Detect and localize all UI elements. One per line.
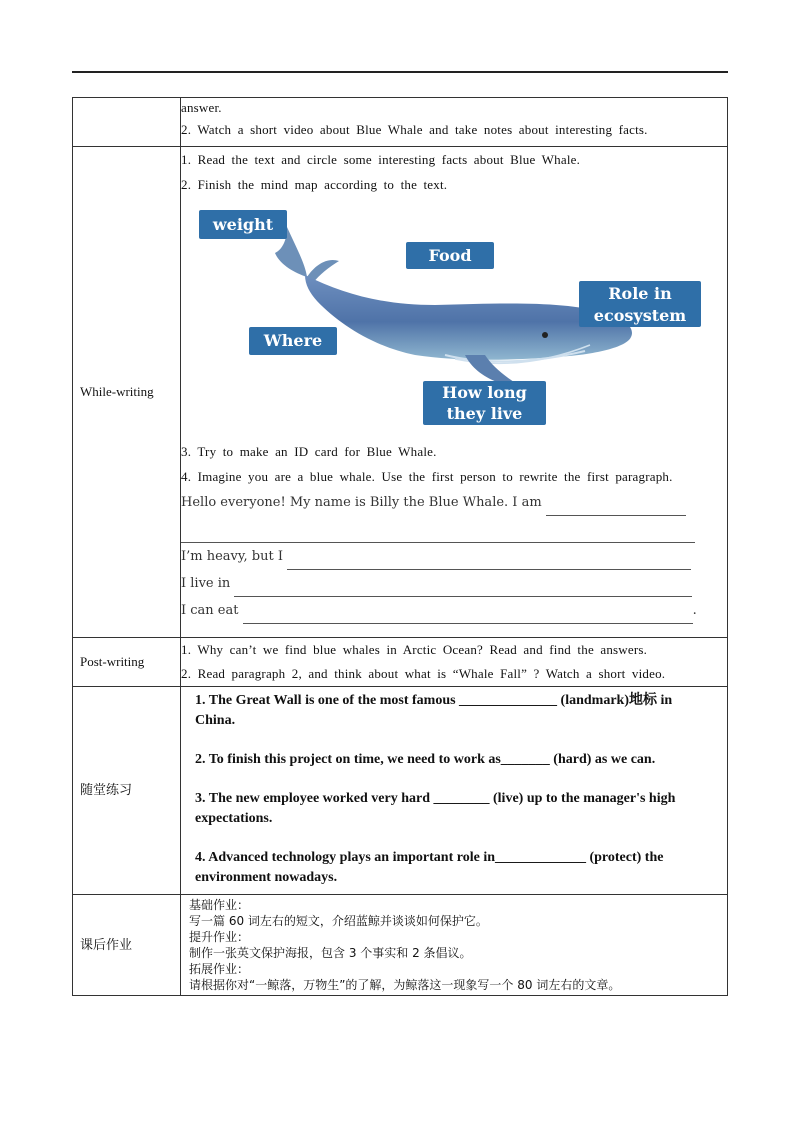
homework-label [73,895,181,996]
pre-writing-line-2: 2. Watch a short video about Blue Whale and take notes about interesting facts. [181,122,648,137]
practice-label-text: 随堂练习 [80,783,133,798]
pre-writing-row [73,98,728,147]
homework-label-text: 课后作业 [80,937,133,953]
homework-row [73,895,728,996]
fill-eat-period: . [692,603,697,618]
practice-label [73,687,181,895]
fill-blank-line [181,516,727,543]
mindmap-where-tag: Where [249,327,337,355]
mind-map [195,197,715,435]
fill-live-line [181,570,727,597]
practice-row [73,687,728,895]
post-writing-line-1: 1. Why can’t we find blue whales in Arctic Ocean? Read and find the answers. [181,642,648,657]
practice-content [181,687,728,895]
lesson-table [72,97,728,996]
homework-line-4: 制作一张英文保护海报，包含 3 个事实和 2 条倡议。 [189,946,472,960]
fill-live-blank[interactable] [234,580,692,597]
homework-line-6: 请根据你对“一鲸落，万物生”的了解，为鲸落这一现象写一个 80 词左右的文章。 [189,978,621,992]
homework-content [181,895,728,996]
fill-heavy-blank[interactable] [287,553,691,570]
fill-eat-text: I can eat [181,603,239,618]
fill-heavy-text: I’m heavy, but I [181,549,283,564]
while-step-2: 2. Finish the mind map according to the text. [181,177,448,192]
while-writing-label: While-writing [73,147,181,638]
while-step-1: 1. Read the text and circle some interesting facts about Blue Whale. [181,152,581,167]
homework-line-1: 基础作业： [189,898,250,912]
while-step-3: 3. Try to make an ID card for Blue Whale. [181,444,437,459]
fill-eat-blank[interactable] [243,607,693,624]
fill-intro-line [181,489,727,516]
post-writing-row [73,638,728,687]
while-writing-row [73,147,728,638]
homework-line-5: 拓展作业： [189,962,250,976]
header-rule [72,71,728,73]
while-step-4: 4. Imagine you are a blue whale. Use the first person to rewrite the first paragraph. [181,469,673,484]
pre-writing-label-cell [73,98,181,147]
mindmap-weight-tag: weight [199,210,287,239]
pre-writing-line-1: answer. [181,100,222,115]
post-writing-line-2: 2. Read paragraph 2, and think about what is “Whale Fall” ? Watch a short video. [181,666,666,681]
fill-heavy-line [181,543,727,570]
mindmap-role-tag: Role in ecosystem [579,281,701,327]
practice-question-1: 1. The Great Wall is one of the most famous ______________ (landmark)地标 in China. [195,693,673,728]
practice-question-4: 4. Advanced technology plays an important role in_____________ (protect) the environment nowadays. [195,850,664,885]
fill-continuation-blank[interactable] [181,526,695,543]
post-writing-label: Post-writing [73,638,181,687]
post-writing-content [181,638,728,687]
fill-live-text: I live in [181,576,231,591]
fill-eat-line [181,597,727,624]
while-writing-content [181,147,728,638]
practice-question-3: 3. The new employee worked very hard ________ (live) up to the manager's high expectations. [195,791,676,826]
fill-intro-text: Hello everyone! My name is Billy the Blue Whale. I am [181,495,542,510]
homework-line-2: 写一篇 60 词左右的短文，介绍蓝鲸并谈谈如何保护它。 [189,914,488,928]
pre-writing-content [181,98,728,147]
homework-line-3: 提升作业： [189,930,250,944]
fill-intro-blank[interactable] [546,499,686,516]
practice-question-2: 2. To finish this project on time, we need to work as_______ (hard) as we can. [195,752,656,767]
mindmap-how-long-tag: How long they live [423,381,546,425]
mindmap-food-tag: Food [406,242,494,269]
